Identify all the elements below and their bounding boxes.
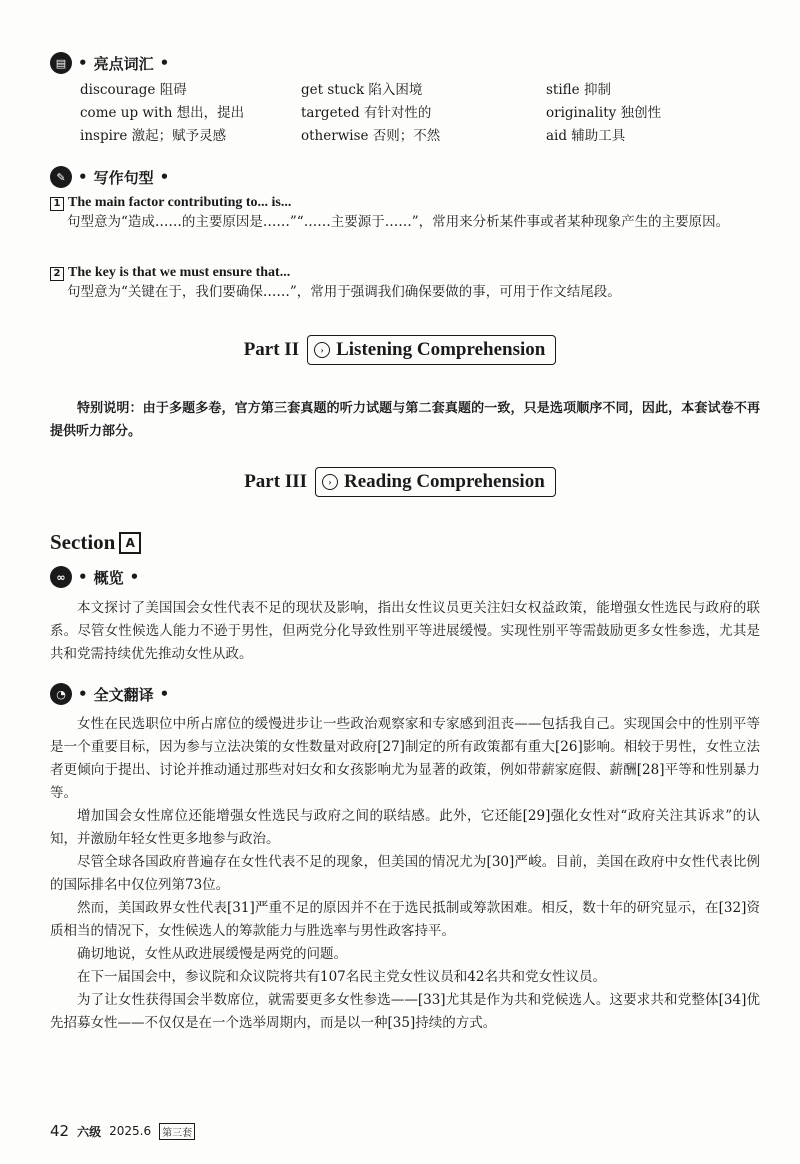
vocab-item: get stuck 陷入困境 (301, 82, 423, 98)
translation-paragraph: 增加国会女性席位还能增强女性选民与政府之间的联结感。此外，它还能[29]强化女性对“政府关注其诉求”的认知，并激励年轻女性更多地参与政治。 (50, 808, 760, 847)
part-title: Listening Comprehension (336, 339, 546, 360)
translation-body (50, 713, 760, 1035)
pattern-1 (50, 195, 760, 234)
translation-paragraph: 确切地说，女性从政进展缓慢是两党的问题。 (77, 946, 347, 962)
pattern-2 (50, 265, 760, 304)
vocab-item: stifle 抑制 (546, 82, 611, 98)
patterns-heading: ✎ • 写作句型 • (50, 166, 169, 188)
vocab-column-2 (301, 79, 531, 148)
document-icon: ▤ (50, 52, 72, 74)
exam-date: 2025.6 (109, 1124, 152, 1138)
vocab-item: come up with 想出，提出 (80, 105, 245, 121)
part-title: Reading Comprehension (344, 471, 545, 492)
exam-set-tag: 第三套 (159, 1123, 195, 1140)
part2-heading (0, 335, 800, 365)
notebook-icon: ✎ (50, 166, 72, 188)
glasses-icon: ∞ (50, 566, 72, 588)
pattern-explanation: 句型意为“造成……的主要原因是……”“……主要源于……”，常用来分析某件事或者某种现象产生的主要原因。 (67, 214, 730, 230)
translation-paragraph: 尽管全球各国政府普遍存在女性代表不足的现象，但美国的情况尤为[30]严峻。目前，美国在政府中女性代表比例的国际排名中仅位列第73位。 (50, 854, 760, 893)
exam-level: 六级 (77, 1124, 102, 1139)
vocab-item: otherwise 否则；不然 (301, 128, 441, 144)
vocab-column-1 (80, 79, 290, 148)
vocab-item: inspire 激起；赋予灵感 (80, 128, 227, 144)
vocab-item: discourage 阻碍 (80, 82, 187, 98)
pattern-english: The key is that we must ensure that... (68, 265, 291, 280)
section-letter-badge: A (119, 532, 141, 554)
part3-heading (0, 467, 800, 497)
arrow-right-icon: › (314, 342, 330, 358)
page-footer (50, 1122, 195, 1140)
part-label: Part III (244, 471, 308, 492)
vocab-item: aid 辅助工具 (546, 128, 626, 144)
pattern-number: 1 (50, 197, 64, 211)
page-number: 42 (50, 1122, 70, 1140)
special-note: 特别说明：由于多题多卷，官方第三套真题的听力试题与第二套真题的一致，只是选项顺序不同，因此，本套试卷不再提供听力部分。 (50, 401, 760, 439)
vocab-item: targeted 有针对性的 (301, 105, 432, 121)
vocab-column-3 (546, 79, 766, 148)
arrow-right-icon: › (322, 474, 338, 490)
overview-heading: ∞ • 概览 • (50, 566, 139, 588)
translation-paragraph: 在下一届国会中，参议院和众议院将共有107名民主党女性议员和42名共和党女性议员。 (77, 969, 606, 985)
highlights-heading: ▤ • 亮点词汇 • (50, 52, 169, 74)
vocab-item: originality 独创性 (546, 105, 662, 121)
translation-paragraph: 为了让女性获得国会半数席位，就需要更多女性参选——[33]尤其是作为共和党候选人。这要求共和党整体[34]优先招募女性——不仅仅是在一个选举周期内，而是以一种[35]持续的方式。 (50, 992, 760, 1031)
part-title-box (315, 467, 556, 497)
translation-paragraph: 然而，美国政界女性代表[31]严重不足的原因并不在于选民抵制或筹款困难。相反，数十年的研究显示，在[32]资质相当的情况下，女性候选人的筹款能力与胜选率与男性政客持平。 (50, 900, 760, 939)
part-label: Part II (243, 339, 300, 360)
section-title (50, 530, 141, 555)
overview-text: 本文探讨了美国国会女性代表不足的现状及影响，指出女性议员更关注妇女权益政策，能增强女性选民与政府的联系。尽管女性候选人能力不逊于男性，但两党分化导致性别平等进展缓慢。实现性别平等需鼓励更多女性参选，尤其是共和党需持续优先推动女性从政。 (50, 600, 760, 662)
pattern-english: The main factor contributing to... is... (68, 195, 292, 210)
translation-heading: ◔ • 全文翻译 • (50, 683, 169, 705)
pattern-explanation: 句型意为“关键在于，我们要确保……”，常用于强调我们确保要做的事，可用于作文结尾段。 (67, 284, 621, 300)
translation-paragraph: 女性在民选职位中所占席位的缓慢进步让一些政治观察家和专家感到沮丧——包括我自己。实现国会中的性别平等是一个重要目标，因为参与立法决策的女性数量对政府[27]制定的所有政策都有重大[26]影响。相较于男性，女性立法者更倾向于提出、讨论并推动通过那些对妇女和女孩影响尤为显著的政策，例如带薪家庭假、薪酬[28]平等和性别暴力等。 (50, 716, 760, 801)
section-label: Section (50, 530, 116, 554)
speech-bubble-icon: ◔ (50, 683, 72, 705)
part-title-box (307, 335, 556, 365)
pattern-number: 2 (50, 267, 64, 281)
